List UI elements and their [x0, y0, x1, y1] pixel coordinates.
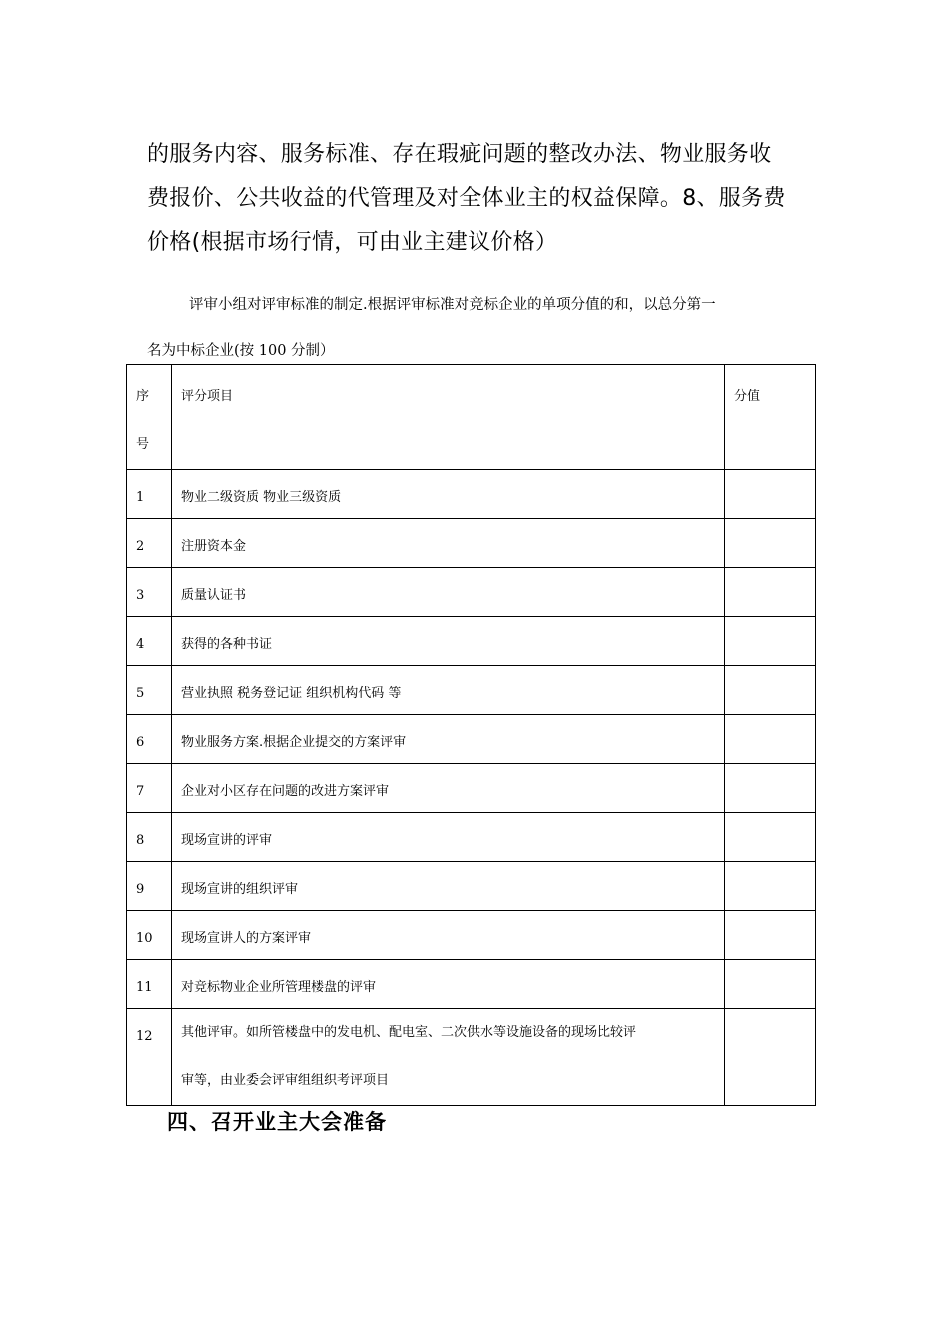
- cell-score: [725, 813, 816, 862]
- table-row: [127, 617, 816, 666]
- cell-score: [725, 617, 816, 666]
- cell-no: 12: [127, 1009, 172, 1106]
- cell-score: [725, 1009, 816, 1106]
- cell-item: 现场宣讲的评审: [172, 813, 725, 862]
- cell-item: 现场宣讲人的方案评审: [172, 911, 725, 960]
- cell-score: [725, 862, 816, 911]
- cell-score: [725, 960, 816, 1009]
- paragraph-line: 价格(根据市场行情，可由业主建议价格）: [147, 230, 558, 255]
- cell-no: 2: [127, 519, 172, 568]
- cell-no: 9: [127, 862, 172, 911]
- cell-no: 6: [127, 715, 172, 764]
- table-row: [127, 568, 816, 617]
- header-score: 分值: [725, 365, 816, 470]
- cell-no: 5: [127, 666, 172, 715]
- cell-score: [725, 470, 816, 519]
- cell-item: 物业二级资质 物业三级资质: [172, 470, 725, 519]
- cell-score: [725, 764, 816, 813]
- cell-no: 3: [127, 568, 172, 617]
- table-row: [127, 813, 816, 862]
- table-row: [127, 715, 816, 764]
- cell-item: 营业执照 税务登记证 组织机构代码 等: [172, 666, 725, 715]
- cell-score: [725, 715, 816, 764]
- cell-no: 11: [127, 960, 172, 1009]
- header-no: 序 号: [127, 365, 172, 470]
- cell-item: 获得的各种书证: [172, 617, 725, 666]
- cell-score: [725, 911, 816, 960]
- intro-line: 评审小组对评审标准的制定.根据评审标准对竞标企业的单项分值的和，以总分第一: [189, 297, 716, 313]
- cell-no: 4: [127, 617, 172, 666]
- table-row: [127, 862, 816, 911]
- cell-item: 其他评审。如所管楼盘中的发电机、配电室、二次供水等设施设备的现场比较评 审等，由业委会评审组组织考评项目: [172, 1009, 725, 1106]
- cell-score: [725, 666, 816, 715]
- cell-item: 对竞标物业企业所管理楼盘的评审: [172, 960, 725, 1009]
- cell-no: 1: [127, 470, 172, 519]
- table-row: [127, 666, 816, 715]
- header-item: 评分项目: [172, 365, 725, 470]
- section-title: 四、召开业主大会准备: [167, 1110, 387, 1134]
- cell-item: 质量认证书: [172, 568, 725, 617]
- scoring-table: [126, 364, 816, 1106]
- table-row: [127, 519, 816, 568]
- table-row: [127, 960, 816, 1009]
- cell-item: 物业服务方案.根据企业提交的方案评审: [172, 715, 725, 764]
- cell-no: 10: [127, 911, 172, 960]
- paragraph: [147, 133, 817, 265]
- cell-score: [725, 568, 816, 617]
- paragraph-line: 的服务内容、服务标准、存在瑕疵问题的整改办法、物业服务收: [147, 142, 772, 167]
- table-row: [127, 911, 816, 960]
- cell-no: 8: [127, 813, 172, 862]
- table-row: [127, 764, 816, 813]
- cell-item: 注册资本金: [172, 519, 725, 568]
- table-row: [127, 470, 816, 519]
- table-row: [127, 1009, 816, 1106]
- cell-no: 7: [127, 764, 172, 813]
- table-header-row: [127, 365, 816, 470]
- paragraph-line: 费报价、公共收益的代管理及对全体业主的权益保障。8、服务费: [147, 186, 786, 211]
- cell-item: 现场宣讲的组织评审: [172, 862, 725, 911]
- cell-item: 企业对小区存在问题的改进方案评审: [172, 764, 725, 813]
- cell-score: [725, 519, 816, 568]
- intro-line: 名为中标企业(按 100 分制）: [147, 343, 335, 359]
